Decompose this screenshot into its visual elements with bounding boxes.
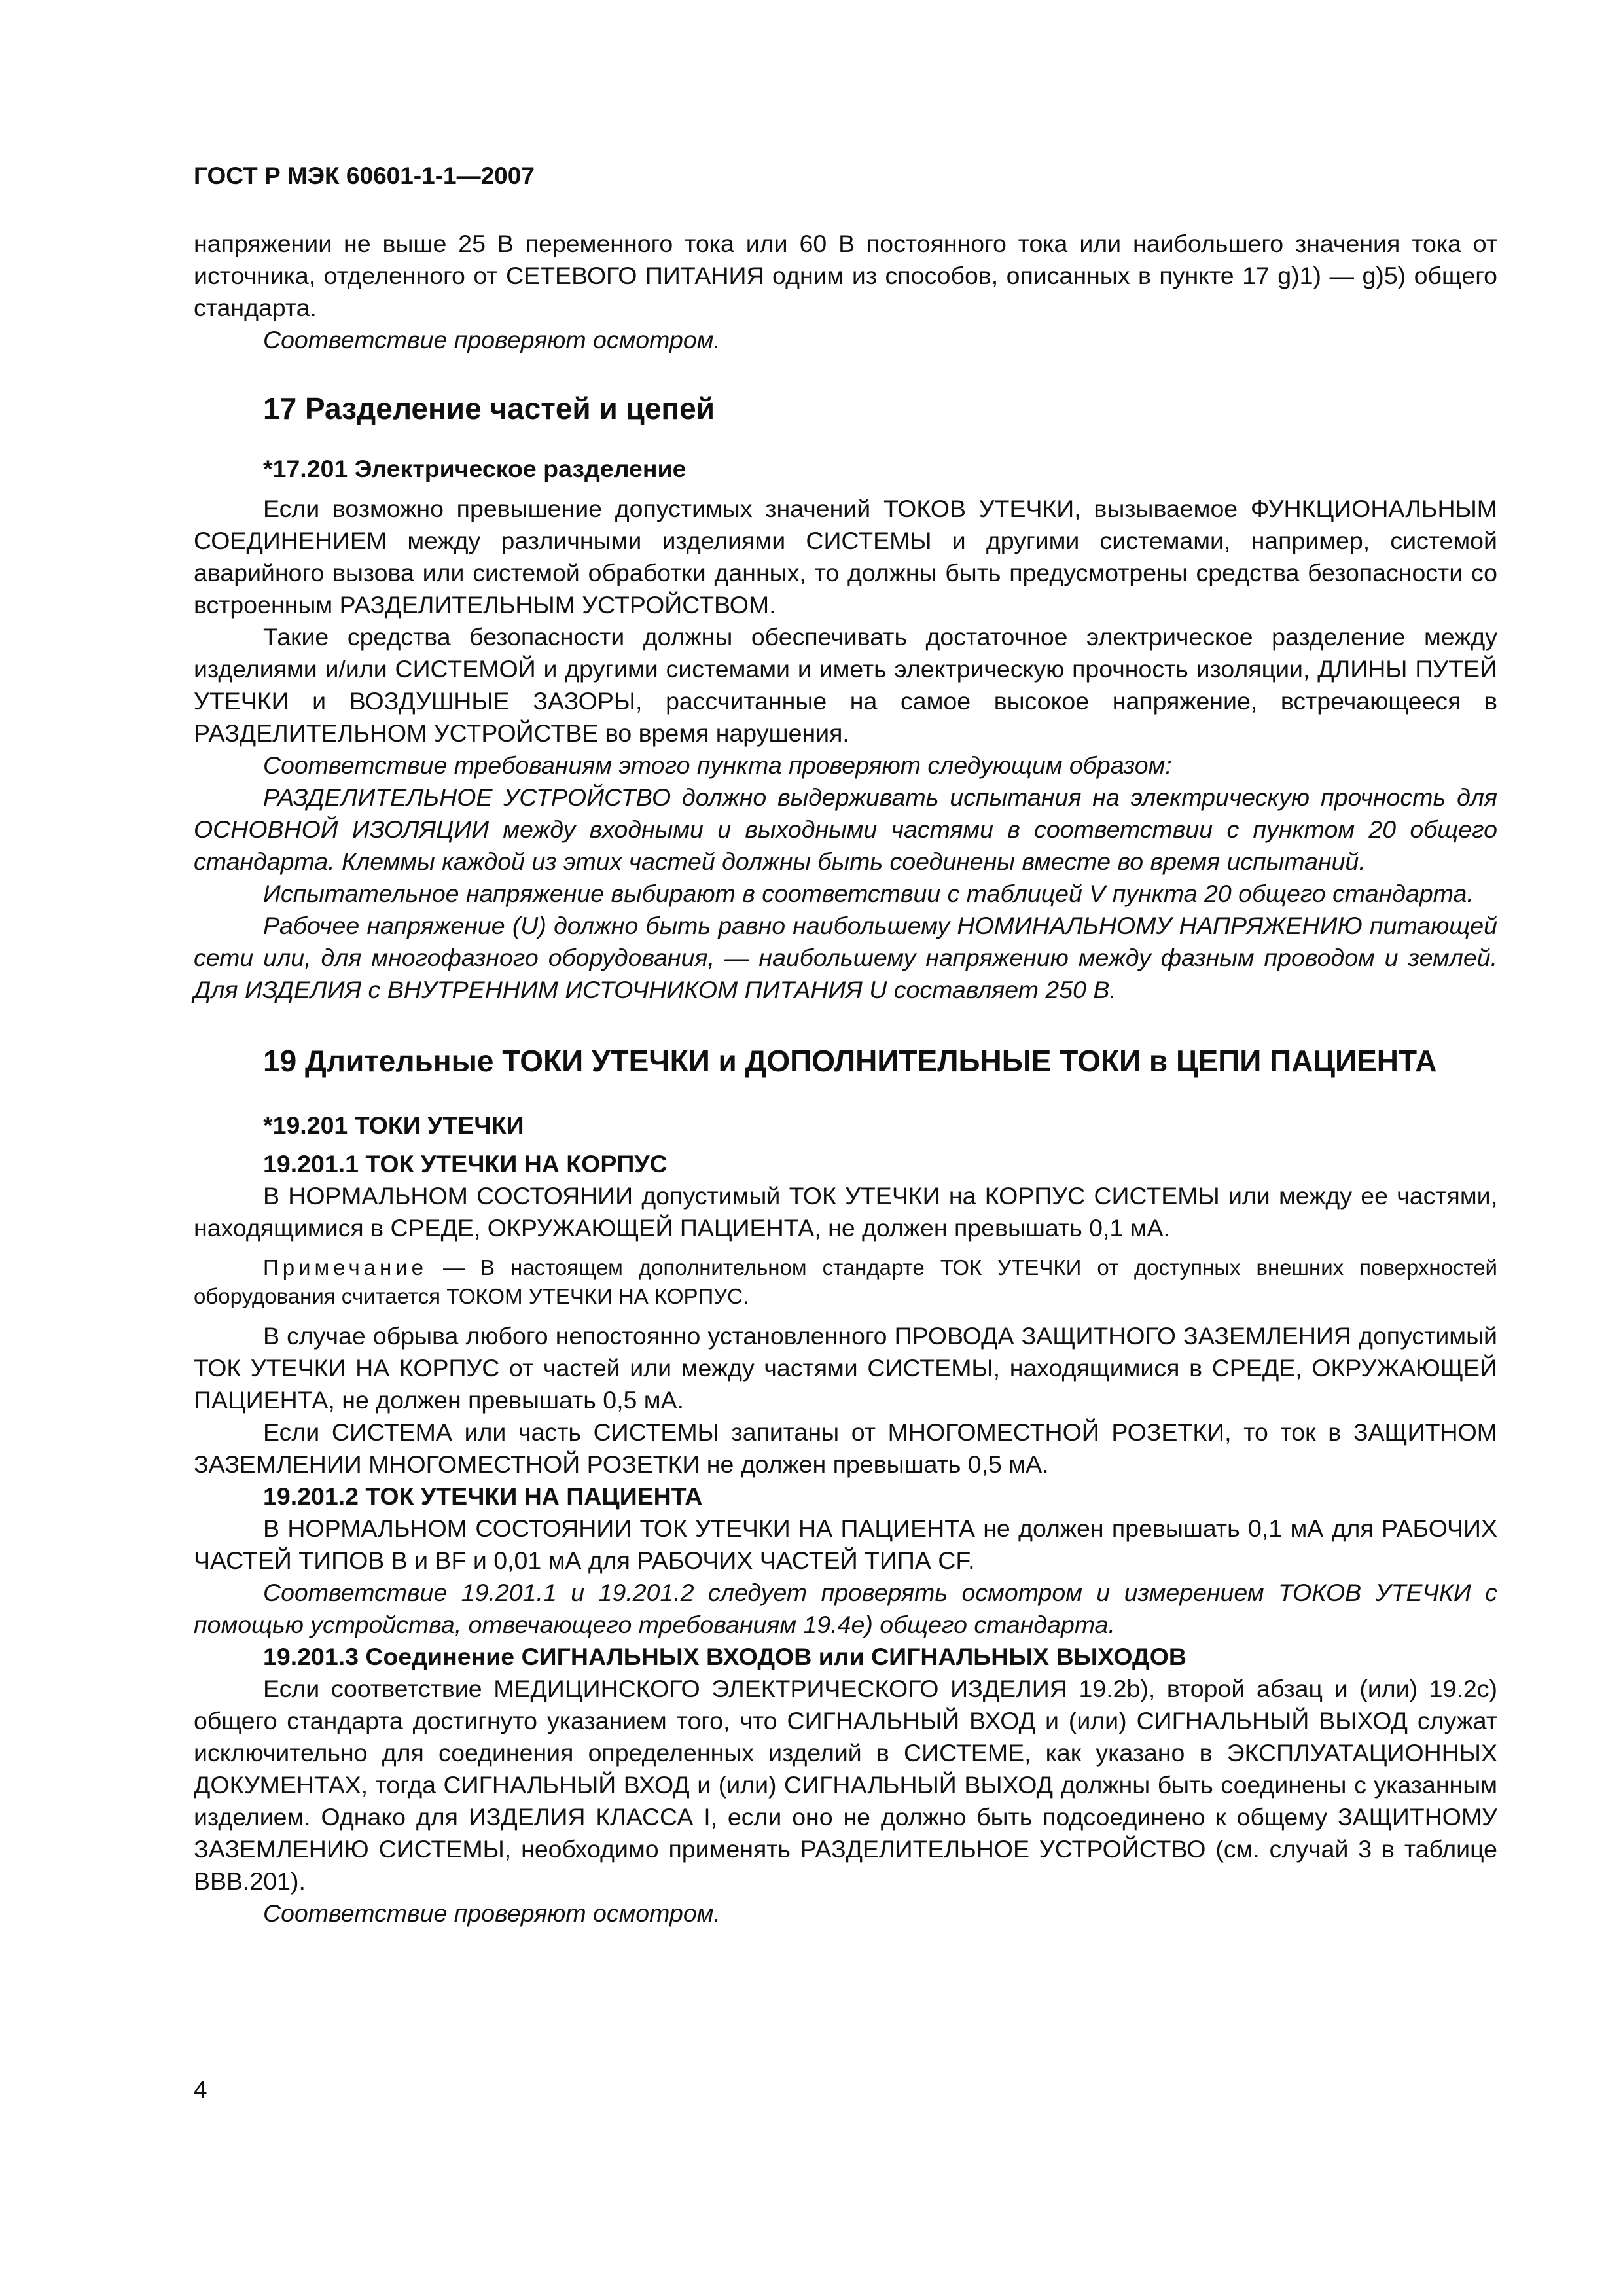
paragraph: В НОРМАЛЬНОМ СОСТОЯНИИ ТОК УТЕЧКИ НА ПАЦИЕНТА не должен превышать 0,1 мА для РАБОЧИХ ЧАСТЕЙ ТИПОВ В и BF и 0,01 мА для РАБОЧИХ ЧАСТЕЙ ТИПА CF. <box>194 1515 1497 1574</box>
note-label: Примечание <box>263 1255 428 1280</box>
section-17-title: 17 Разделение частей и цепей <box>263 391 715 425</box>
paragraph: напряжении не выше 25 В переменного тока или 60 В постоянного тока или наибольшего значения тока от источника, отделенного от СЕТЕВОГО ПИТАНИЯ одним из способов, описанных в пункте 17 g)1) — g)5) общего стандарта. <box>194 230 1497 321</box>
paragraph: РАЗДЕЛИТЕЛЬНОЕ УСТРОЙСТВО должно выдерживать испытания на электрическую прочность для ОСНОВНОЙ ИЗОЛЯЦИИ между входными и выходными частями в соответствии с пунктом 20 общего стандарта. Клеммы каждой из этих частей должны быть соединены вместе во время испытаний. <box>194 783 1497 875</box>
paragraph: Если соответствие МЕДИЦИНСКОГО ЭЛЕКТРИЧЕСКОГО ИЗДЕЛИЯ 19.2b), второй абзац и (или) 19.2с) общего стандарта достигнуто указанием того, что СИГНАЛЬНЫЙ ВХОД и (или) СИГНАЛЬНЫЙ ВЫХОД служат исключительно для соединения определенных изделий в СИСТЕМЕ, как указано в ЭКСПЛУАТАЦИОННЫХ ДОКУМЕНТАХ, тогда СИГНАЛЬНЫЙ ВХОД и (или) СИГНАЛЬНЫЙ ВЫХОД должны быть соединены с указанным изделием. Однако для ИЗДЕЛИЯ КЛАССА I, если оно не должно быть подсоединено к общему ЗАЩИТНОМУ ЗАЗЕМЛЕНИЮ СИСТЕМЫ, необходимо применять РАЗДЕЛИТЕЛЬНОЕ УСТРОЙСТВО (см. случай 3 в таблице ВВВ.201). <box>194 1675 1497 1895</box>
paragraph: Такие средства безопасности должны обеспечивать достаточное электрическое разделение между изделиями и/или СИСТЕМОЙ и другими системами и иметь электрическую прочность изоляции, ДЛИНЫ ПУТЕЙ УТЕЧКИ и ВОЗДУШНЫЕ ЗАЗОРЫ, рассчитанные на самое высокое напряжение, встречающееся в РАЗДЕЛИТЕЛЬНОМ УСТРОЙСТВЕ во время нарушения. <box>194 623 1497 747</box>
paragraph: Если возможно превышение допустимых значений ТОКОВ УТЕЧКИ, вызываемое ФУНКЦИОНАЛЬНЫМ СОЕДИНЕНИЕМ между различными изделиями СИСТЕМЫ и другими системами, например, системой аварийного вызова или системой обработки данных, то должны быть предусмотрены средства безопасности со встроенным РАЗДЕЛИТЕЛЬНЫМ УСТРОЙСТВОМ. <box>194 495 1497 619</box>
paragraph: В НОРМАЛЬНОМ СОСТОЯНИИ допустимый ТОК УТЕЧКИ на КОРПУС СИСТЕМЫ или между ее частями, находящимися в СРЕДЕ, ОКРУЖАЮЩЕЙ ПАЦИЕНТА, не должен превышать 0,1 мА. <box>194 1182 1497 1242</box>
paragraph: В случае обрыва любого непостоянно установленного ПРОВОДА ЗАЩИТНОГО ЗАЗЕМЛЕНИЯ допустимый ТОК УТЕЧКИ НА КОРПУС от частей или между частями СИСТЕМЫ, находящимися в СРЕДЕ, ОКРУЖАЮЩЕЙ ПАЦИЕНТА, не должен превышать 0,5 мА. <box>194 1322 1497 1414</box>
compliance-note: Соответствие 19.201.1 и 19.201.2 следует проверять осмотром и измерением ТОКОВ УТЕЧКИ с помощью устройства, отвечающего требованиям 19.4е) общего стандарта. <box>194 1579 1497 1638</box>
subsection-17-201-title: *17.201 Электрическое разделение <box>263 455 687 482</box>
subsection-19-201-1-title: 19.201.1 ТОК УТЕЧКИ НА КОРПУС <box>263 1150 668 1177</box>
note-paragraph <box>194 1253 1497 1311</box>
standard-code-header: ГОСТ Р МЭК 60601-1-1—2007 <box>194 162 535 189</box>
subsection-19-201-title: *19.201 ТОКИ УТЕЧКИ <box>263 1111 524 1139</box>
note-text: — В настоящем дополнительном стандарте ТОК УТЕЧКИ от доступных внешних поверхностей оборудования считается ТОКОМ УТЕЧКИ НА КОРПУС. <box>194 1255 1497 1308</box>
subsection-19-201-2-title: 19.201.2 ТОК УТЕЧКИ НА ПАЦИЕНТА <box>263 1482 703 1510</box>
page-number: 4 <box>194 2076 207 2103</box>
document-body <box>194 228 1497 1929</box>
compliance-note: Соответствие проверяют осмотром. <box>263 1899 721 1927</box>
paragraph: Если СИСТЕМА или часть СИСТЕМЫ запитаны от МНОГОМЕСТНОЙ РОЗЕТКИ, то ток в ЗАЩИТНОМ ЗАЗЕМЛЕНИИ МНОГОМЕСТНОЙ РОЗЕТКИ не должен превышать 0,5 мА. <box>194 1418 1497 1478</box>
paragraph: Рабочее напряжение (U) должно быть равно наибольшему НОМИНАЛЬНОМУ НАПРЯЖЕНИЮ питающей сети или, для многофазного оборудования, — наибольшему напряжению между фазным проводом и землей. Для ИЗДЕЛИЯ с ВНУТРЕННИМ ИСТОЧНИКОМ ПИТАНИЯ U составляет 250 В. <box>194 912 1497 1003</box>
compliance-note: Соответствие проверяют осмотром. <box>263 326 721 353</box>
subsection-19-201-3-title: 19.201.3 Соединение СИГНАЛЬНЫХ ВХОДОВ или СИГНАЛЬНЫХ ВЫХОДОВ <box>263 1643 1186 1670</box>
section-19-title: 19 Длительные ТОКИ УТЕЧКИ и ДОПОЛНИТЕЛЬНЫЕ ТОКИ в ЦЕПИ ПАЦИЕНТА <box>263 1044 1437 1078</box>
paragraph: Испытательное напряжение выбирают в соответствии с таблицей V пункта 20 общего стандарта. <box>263 880 1474 907</box>
compliance-note: Соответствие требованиям этого пункта проверяют следующим образом: <box>263 751 1172 779</box>
